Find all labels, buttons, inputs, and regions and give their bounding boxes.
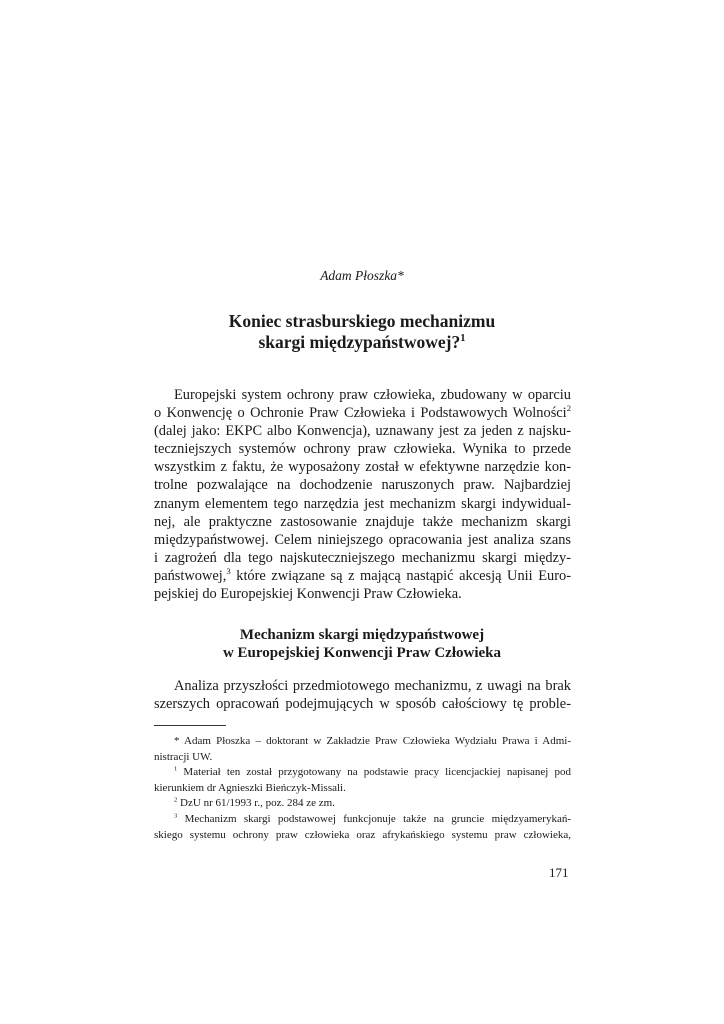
footnote-author <box>154 734 571 765</box>
paragraph-line: międzypaństwowej. Celem niniejszego opracowania jest analiza szans <box>154 531 571 548</box>
footnote-line-text: Mechanizm skargi podstawowej funkcjonuje także na gruncie międzyamerykań- <box>177 812 571 825</box>
footnote-line: * Adam Płoszka – doktorant w Zakładzie Praw Człowieka Wydziału Prawa i Admi- <box>174 735 571 747</box>
footnote-mark: 1 <box>174 765 178 773</box>
footnote-ref-3: 3 <box>226 566 231 577</box>
footnote-line: skiego systemu ochrony praw człowieka oraz afrykańskiego systemu praw człowieka, <box>154 828 571 841</box>
footnote-mark: 2 <box>174 796 178 804</box>
footnote-line: kierunkiem dr Agnieszki Bieńczyk-Missali. <box>154 781 346 794</box>
footnote-3 <box>154 812 571 843</box>
paragraph-line: pejskiej do Europejskiej Konwencji Praw Człowieka. <box>154 586 462 603</box>
author-name: Adam Płoszka* <box>320 268 404 283</box>
footnote-line-text: Materiał ten został przygotowany na podstawie pracy licencjackiej napisanej pod <box>177 766 571 779</box>
paragraph-line: znanym elementem tego narzędzia jest mechanizm skargi indywidual- <box>154 495 571 512</box>
paragraph-line: trolne pozwalające na dochodzenie naruszonych praw. Najbardziej <box>154 477 571 494</box>
paragraph-line: (dalej jako: EKPC albo Konwencja), uznawany jest za jeden z najsku- <box>154 423 571 440</box>
footnote-line: nistracji UW. <box>154 750 213 763</box>
footnote-mark: 3 <box>174 812 178 820</box>
title-line-1: Koniec strasburskiego mechanizmu <box>228 311 496 331</box>
title-footnote-ref: 1 <box>460 333 466 345</box>
section-heading <box>120 626 604 662</box>
footnote-1 <box>154 765 571 796</box>
paragraph-analysis <box>154 677 571 713</box>
footnote-separator <box>154 725 226 726</box>
footnote-line <box>154 812 571 828</box>
paragraph-line-text: o Konwencję o Ochronie Praw Człowieka i Podstawowych Wolności <box>154 405 567 422</box>
section-heading-line-1: Mechanizm skargi międzypaństwowej <box>239 627 485 643</box>
page-number: 171 <box>549 865 569 880</box>
paragraph-line <box>154 567 571 585</box>
article-title <box>100 311 624 353</box>
footnote-ref-2: 2 <box>566 403 571 414</box>
paragraph-line-text: państwowej, <box>154 567 227 584</box>
footnote-line <box>154 796 571 812</box>
paragraph-line-text: które związane są z mającą nastąpić akcesją Unii Euro- <box>230 567 571 584</box>
paragraph-line: Analiza przyszłości przedmiotowego mechanizmu, z uwagi na brak <box>174 678 571 694</box>
footnote-line-text: DzU nr 61/1993 r., poz. 284 ze zm. <box>177 797 335 810</box>
footnote-line <box>154 765 571 781</box>
paragraph-line: nej, ale praktyczne zastosowanie znajduje także mechanizm skargi <box>154 513 571 530</box>
paragraph-intro <box>154 386 571 603</box>
section-heading-line-2: w Europejskiej Konwencji Praw Człowieka <box>222 645 502 661</box>
title-line-2 <box>100 332 624 353</box>
footnotes <box>154 734 571 843</box>
paragraph-line: Europejski system ochrony praw człowieka, zbudowany w oparciu <box>174 387 571 403</box>
paragraph-line: i zagrożeń dla tego najskuteczniejszego mechanizmu skargi między- <box>154 549 571 566</box>
paragraph-line <box>154 404 571 422</box>
paragraph-line: teczniejszych systemów ochrony praw człowieka. Wynika to przede <box>154 441 571 458</box>
paragraph-line: wszystkim z faktu, że wyposażony został w efektywne narzędzie kon- <box>154 459 571 476</box>
paragraph-line: szerszych opracowań podejmujących w sposób całościowy tę proble- <box>154 696 571 713</box>
title-line-2-text: skargi międzypaństwowej? <box>258 332 461 352</box>
footnote-2 <box>154 796 571 812</box>
